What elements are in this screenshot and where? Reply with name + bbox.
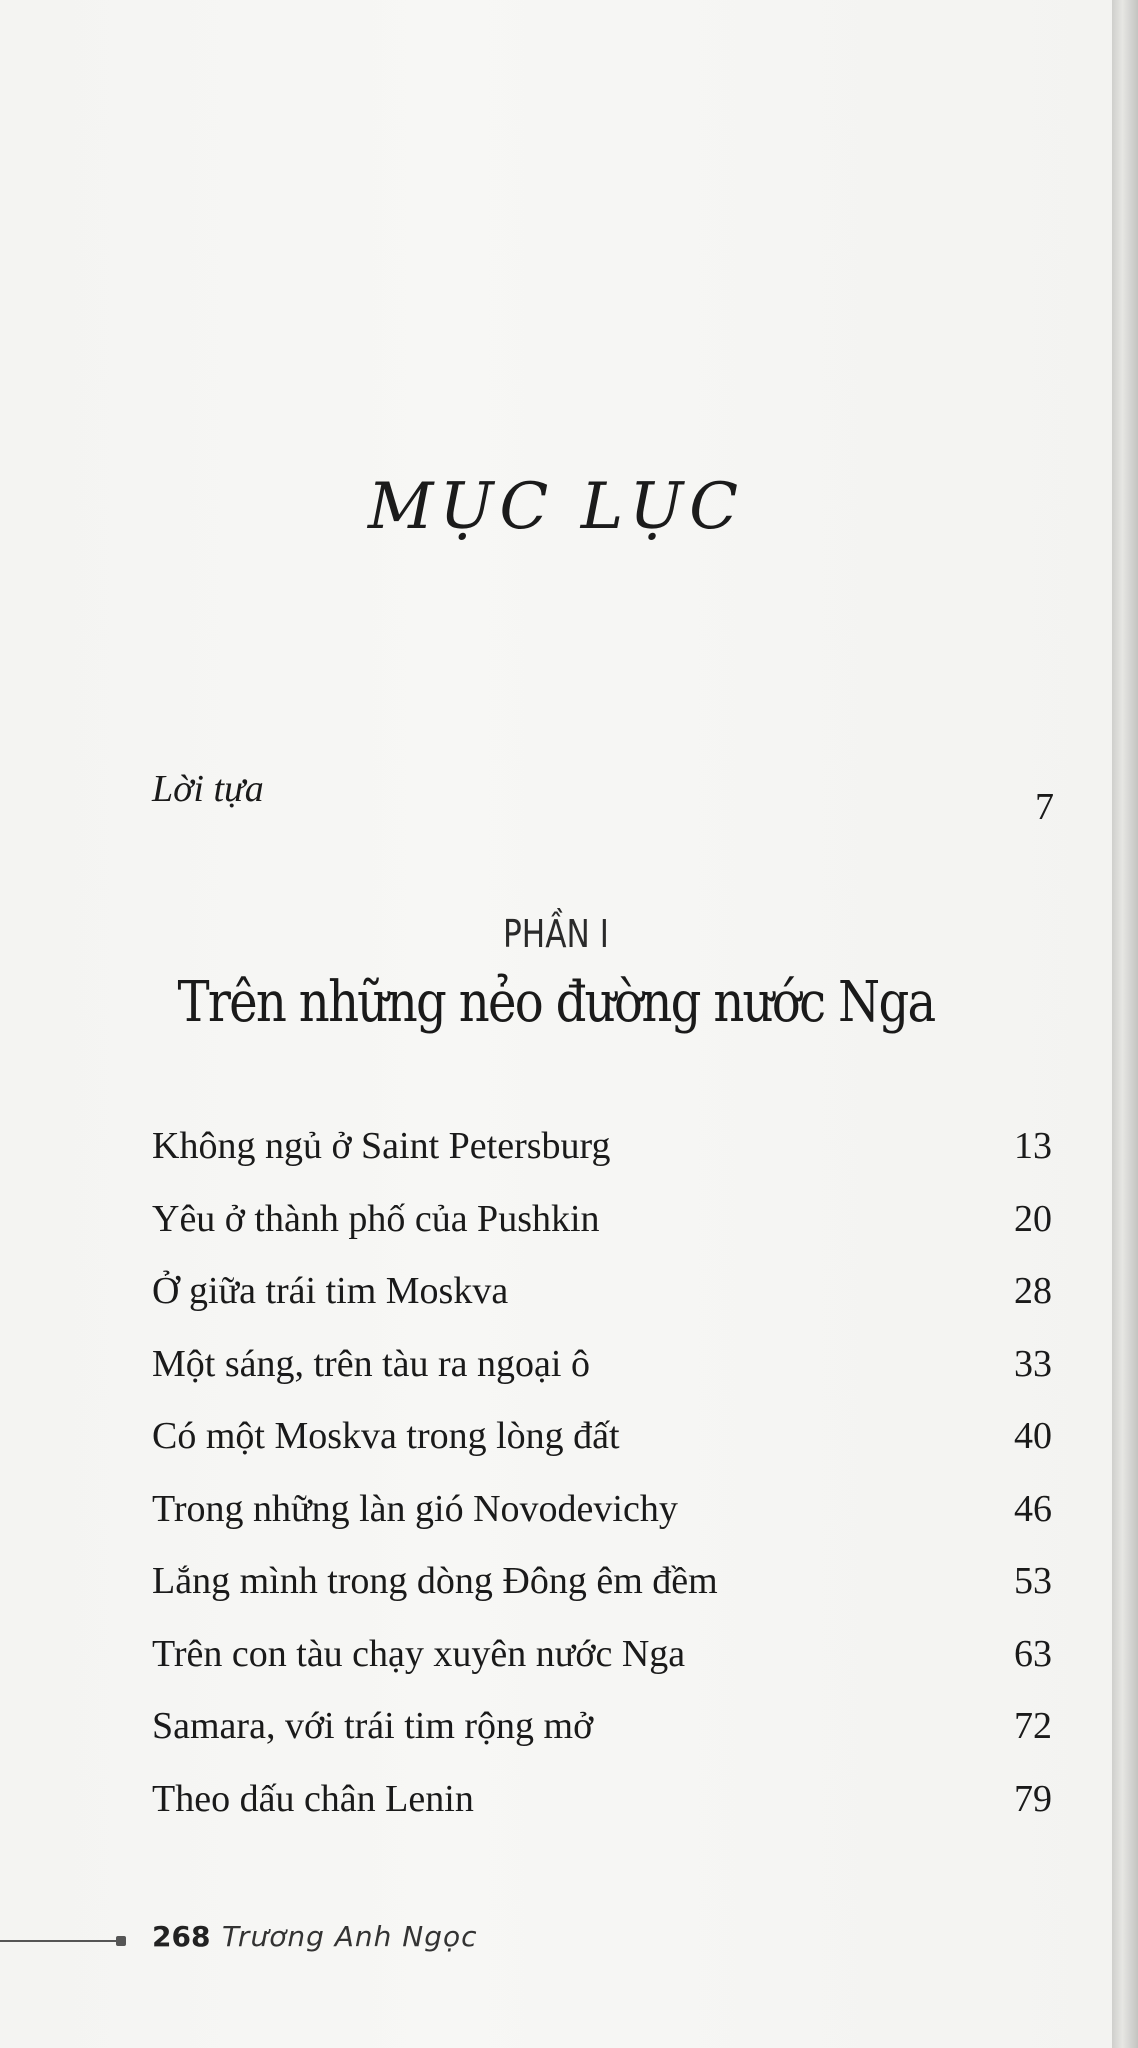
toc-entry-title: Trong những làn gió Novodevichy bbox=[152, 1487, 678, 1530]
footer-bullet-icon bbox=[116, 1936, 126, 1946]
toc-entry-page: 53 bbox=[1014, 1560, 1052, 1602]
toc-entry bbox=[152, 1183, 1052, 1256]
footer-page-number: 268 bbox=[152, 1920, 211, 1953]
page-footer bbox=[0, 1918, 700, 1958]
toc-entry-page: 28 bbox=[1014, 1270, 1052, 1312]
toc-entry bbox=[152, 1400, 1052, 1473]
preface-label: Lời tựa bbox=[152, 768, 264, 810]
toc-entry-page: 79 bbox=[1014, 1777, 1052, 1820]
toc-entry-title: Samara, với trái tim rộng mở bbox=[152, 1705, 594, 1747]
toc-entries bbox=[152, 1110, 1052, 1835]
toc-entry-page: 20 bbox=[1014, 1197, 1052, 1240]
page-title: MỤC LỤC bbox=[367, 470, 745, 544]
part-title: Trên những nẻo đường nước Nga bbox=[177, 970, 935, 1035]
toc-entry bbox=[152, 1255, 1052, 1328]
footer-author: Trương Anh Ngọc bbox=[222, 1920, 478, 1953]
toc-entry-title: Không ngủ ở Saint Petersburg bbox=[152, 1125, 611, 1167]
page-edge bbox=[1112, 0, 1138, 2048]
toc-entry-title: Ở giữa trái tim Moskva bbox=[152, 1270, 509, 1312]
footer-rule bbox=[0, 1940, 122, 1942]
toc-entry-title: Một sáng, trên tàu ra ngoại ô bbox=[152, 1342, 590, 1385]
toc-entry bbox=[152, 1545, 1052, 1618]
toc-entry-page: 33 bbox=[1014, 1342, 1052, 1385]
toc-entry bbox=[152, 1618, 1052, 1691]
part-label: PHẦN I bbox=[503, 912, 609, 956]
toc-entry bbox=[152, 1328, 1052, 1401]
toc-entry-page: 13 bbox=[1014, 1125, 1052, 1167]
toc-entry-page: 46 bbox=[1014, 1487, 1052, 1530]
toc-entry bbox=[152, 1690, 1052, 1763]
toc-entry bbox=[152, 1763, 1052, 1836]
toc-entry-title: Yêu ở thành phố của Pushkin bbox=[152, 1197, 600, 1240]
toc-entry bbox=[152, 1473, 1052, 1546]
toc-entry-title: Lắng mình trong dòng Đông êm đềm bbox=[152, 1560, 718, 1602]
toc-entry-title: Có một Moskva trong lòng đất bbox=[152, 1415, 620, 1457]
toc-entry-page: 72 bbox=[1014, 1705, 1052, 1747]
preface-page-number: 7 bbox=[1035, 786, 1054, 828]
toc-entry bbox=[152, 1110, 1052, 1183]
toc-entry-page: 40 bbox=[1014, 1415, 1052, 1457]
toc-entry-title: Trên con tàu chạy xuyên nước Nga bbox=[152, 1632, 686, 1675]
toc-entry-page: 63 bbox=[1014, 1632, 1052, 1675]
toc-entry-title: Theo dấu chân Lenin bbox=[152, 1777, 474, 1820]
